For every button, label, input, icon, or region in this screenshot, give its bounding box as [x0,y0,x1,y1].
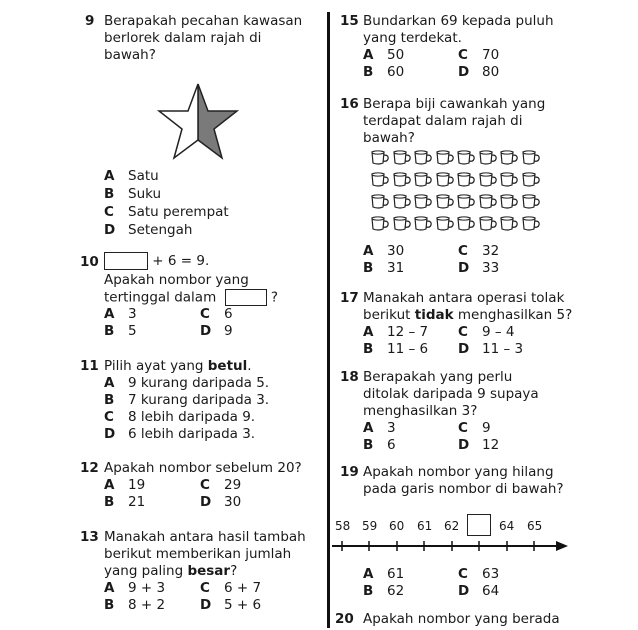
option-a[interactable] [104,375,269,392]
option-d[interactable] [458,341,523,358]
number-line [330,512,575,557]
option-text: Satu perempat [128,204,229,220]
option-text: 11 – 3 [482,341,524,357]
option-text: 9 + 3 [128,580,166,596]
option-letter: B [363,437,374,453]
option-a[interactable] [363,324,428,341]
option-text: 64 [482,583,500,599]
question-text: berlorek dalam rajah di [104,30,262,46]
option-letter: D [200,494,212,510]
option-letter: D [458,437,470,453]
option-letter: C [104,204,114,220]
emphasis-word: betul [207,358,248,374]
cup-icon [392,216,412,232]
cup-icon [392,194,412,210]
cup-icon [521,172,541,188]
option-b[interactable] [363,583,404,600]
option-text: 62 [387,583,405,599]
option-a[interactable] [104,306,137,323]
cup-icon [456,194,476,210]
option-letter: A [363,324,374,340]
option-letter: B [104,597,115,613]
option-text: 80 [482,64,500,80]
cup-icon [521,150,541,166]
number-line-label: 60 [389,519,405,533]
number-line-label: 58 [335,519,351,533]
cup-icon [456,216,476,232]
option-text: 29 [224,477,242,493]
question-number: 11 [80,358,99,374]
option-text: 19 [128,477,146,493]
option-letter: D [458,64,470,80]
option-c[interactable] [458,47,499,64]
option-text: 8 + 2 [128,597,166,613]
option-d[interactable] [200,597,261,614]
question-number: 13 [80,529,99,545]
option-letter: A [104,580,115,596]
option-text: 61 [387,566,405,582]
option-d[interactable] [458,64,499,81]
option-a[interactable] [104,580,165,597]
option-d[interactable] [458,260,499,277]
option-letter: A [104,477,115,493]
number-line-arrow-icon [330,538,570,554]
question-number: 19 [340,464,359,480]
option-a[interactable] [363,420,396,437]
question-text: pada garis nombor di bawah? [363,481,564,497]
option-letter: B [104,186,115,202]
option-text: Suku [128,186,162,202]
option-text: 33 [482,260,500,276]
question-text: Berapakah yang perlu [363,369,513,385]
emphasis-word: besar [187,563,231,579]
option-text: 11 – 6 [387,341,429,357]
cup-icon [435,150,455,166]
star-half-shaded-icon [157,82,239,162]
question-text-part: . [247,358,252,374]
question-text [104,563,237,580]
question-text [363,307,572,324]
option-text: 12 – 7 [387,324,429,340]
option-letter: D [104,426,116,442]
cup-icon [370,172,390,188]
question-mark: ? [270,289,278,306]
option-text: 32 [482,243,500,259]
question-number: 9 [85,13,95,29]
option-d[interactable] [104,222,192,239]
question-text: Manakah antara hasil tambah [104,529,306,545]
cup-icon [435,172,455,188]
question-number: 20 [335,611,354,627]
option-c[interactable] [200,477,241,494]
question-text: Berapa biji cawankah yang [363,96,546,112]
question-text: ditolak daripada 9 supaya [363,386,539,402]
option-b[interactable] [363,437,396,454]
option-letter: C [104,409,114,425]
number-line-label: 65 [527,519,543,533]
option-text: 8 lebih daripada 9. [128,409,256,425]
option-letter: C [200,477,210,493]
cup-icon [478,216,498,232]
option-text: Setengah [128,222,193,238]
cup-icon [370,150,390,166]
question-number: 10 [80,254,99,270]
option-c[interactable] [458,420,491,437]
option-text: 3 [128,306,137,322]
option-a[interactable] [104,477,145,494]
cup-icon [392,150,412,166]
cup-icon [435,194,455,210]
question-text: yang terdekat. [363,30,462,46]
option-letter: B [363,341,374,357]
cup-icon [521,194,541,210]
cup-icon [392,172,412,188]
cup-icon [478,150,498,166]
question-text-part: menghasilkan 5? [457,307,573,323]
equation [104,252,209,270]
option-text: 50 [387,47,405,63]
option-letter: B [363,64,374,80]
option-c[interactable] [458,243,499,260]
option-d[interactable] [104,426,255,443]
option-d[interactable] [200,323,233,340]
option-letter: A [363,243,374,259]
question-text: Bundarkan 69 kepada puluh [363,13,554,29]
question-number: 18 [340,369,359,385]
cup-icon [370,194,390,210]
option-b[interactable] [363,341,428,358]
option-letter: D [458,341,470,357]
question-text: bawah? [104,47,156,63]
option-text: 5 [128,323,137,339]
option-text: 6 lebih daripada 3. [128,426,256,442]
question-text-part: yang paling [104,563,184,579]
option-letter: D [200,597,212,613]
missing-number-box [467,514,491,536]
option-letter: C [200,306,210,322]
option-a[interactable] [363,47,404,64]
option-c[interactable] [104,409,255,426]
cup-icon [499,194,519,210]
question-text: Apakah nombor yang hilang [363,464,554,480]
question-text-part: Pilih ayat yang [104,358,204,374]
option-b[interactable] [363,260,404,277]
question-number: 16 [340,96,359,112]
question-text [104,289,278,307]
option-d[interactable] [458,583,499,600]
option-d[interactable] [200,494,241,511]
option-letter: C [458,566,468,582]
option-text: 7 kurang daripada 3. [128,392,270,408]
option-letter: A [104,168,115,184]
question-text: Apakah nombor yang berada [363,611,560,627]
number-line-label: 62 [444,519,460,533]
cup-icon [370,216,390,232]
option-a[interactable] [363,243,404,260]
option-text: 63 [482,566,500,582]
option-letter: B [104,323,115,339]
cup-icon [413,150,433,166]
option-letter: A [104,306,115,322]
option-letter: A [363,47,374,63]
question-number: 17 [340,290,359,306]
cup-icon [413,172,433,188]
question-text-part: tertinggal dalam [104,289,217,306]
cup-icon [499,150,519,166]
question-text: Berapakah pecahan kawasan [104,13,303,29]
option-b[interactable] [363,64,404,81]
option-text: 6 [224,306,233,322]
option-letter: B [104,494,115,510]
answer-box [104,252,148,270]
cup-icon [456,172,476,188]
option-text: 9 [482,420,491,436]
option-b[interactable] [104,186,161,203]
question-number: 12 [80,460,99,476]
cup-icon [521,216,541,232]
question-number: 15 [340,13,359,29]
question-text: bawah? [363,130,415,146]
option-c[interactable] [200,580,261,597]
equation-text: + 6 = 9. [152,253,210,269]
option-b[interactable] [104,597,165,614]
option-c[interactable] [200,306,233,323]
cup-icon [413,216,433,232]
option-text: 21 [128,494,146,510]
cup-icon [499,172,519,188]
option-a[interactable] [104,168,159,185]
cup-grid [370,150,550,235]
option-text: 9 kurang daripada 5. [128,375,270,391]
number-line-label: 61 [417,519,433,533]
number-line-label: 64 [499,519,515,533]
option-text: 6 [387,437,396,453]
option-text: 9 [224,323,233,339]
option-text: 3 [387,420,396,436]
option-letter: D [200,323,212,339]
question-text: Manakah antara operasi tolak [363,290,565,306]
option-letter: C [458,243,468,259]
option-text: 9 – 4 [482,324,515,340]
option-c[interactable] [458,324,515,341]
option-letter: D [104,222,116,238]
cup-icon [413,194,433,210]
option-text: 70 [482,47,500,63]
option-letter: C [458,47,468,63]
cup-icon [456,150,476,166]
emphasis-word: tidak [414,307,454,323]
option-text: 30 [387,243,405,259]
option-text: 60 [387,64,405,80]
option-letter: A [363,420,374,436]
option-text: 5 + 6 [224,597,262,613]
option-letter: C [458,324,468,340]
question-text-part: berikut [363,307,411,323]
option-letter: C [200,580,210,596]
option-letter: B [363,260,374,276]
option-letter: B [104,392,115,408]
option-d[interactable] [458,437,499,454]
question-text: menghasilkan 3? [363,403,478,419]
option-c[interactable] [458,566,499,583]
option-letter: B [363,583,374,599]
question-text: Apakah nombor yang [104,272,249,288]
question-text: Apakah nombor sebelum 20? [104,460,302,476]
option-b[interactable] [104,392,269,409]
option-c[interactable] [104,204,229,221]
cup-icon [499,216,519,232]
option-letter: A [363,566,374,582]
option-letter: D [458,260,470,276]
option-letter: A [104,375,115,391]
question-text-part: ? [230,563,238,579]
option-text: Satu [128,168,159,184]
option-a[interactable] [363,566,404,583]
answer-box [225,289,267,306]
cup-icon [435,216,455,232]
cup-icon [478,172,498,188]
option-b[interactable] [104,323,137,340]
question-text [104,358,252,375]
option-text: 30 [224,494,242,510]
question-text: berikut memberikan jumlah [104,546,292,562]
cup-icon [478,194,498,210]
option-letter: C [458,420,468,436]
option-text: 31 [387,260,405,276]
option-text: 12 [482,437,500,453]
option-letter: D [458,583,470,599]
number-line-label: 59 [362,519,378,533]
option-b[interactable] [104,494,145,511]
question-text: terdapat dalam rajah di [363,113,523,129]
option-text: 6 + 7 [224,580,262,596]
